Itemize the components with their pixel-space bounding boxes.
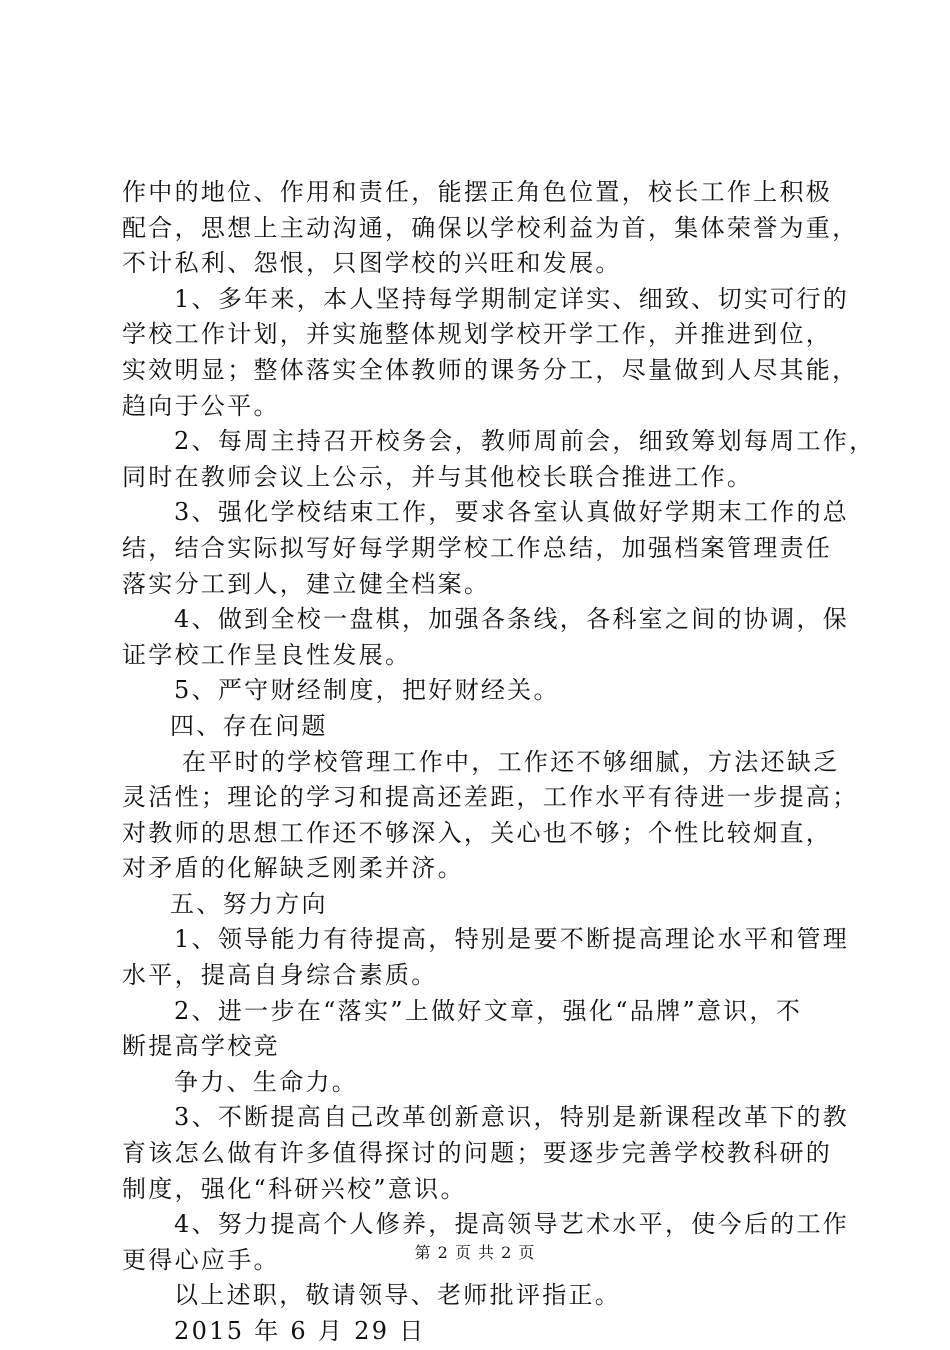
paragraph-line: 1、多年来，本人坚持每学期制定详实、细致、切实可行的 xyxy=(174,284,850,313)
paragraph-line: 证学校工作呈良性发展。 xyxy=(122,640,412,669)
document-body xyxy=(122,175,876,1350)
paragraph-line: 结，结合实际拟写好每学期学校工作总结，加强档案管理责任 xyxy=(122,533,833,562)
closing-line: 以上述职，敬请领导、老师批评指正。 xyxy=(174,1281,622,1310)
paragraph-line: 不计私利、怨恨，只图学校的兴旺和发展。 xyxy=(122,249,622,278)
paragraph-line: 实效明显；整体落实全体教师的课务分工，尽量做到人尽其能， xyxy=(122,355,859,384)
paragraph-line: 对教师的思想工作还不够深入，关心也不够；个性比较炯直， xyxy=(122,818,833,847)
paragraph-line: 4、做到全校一盘棋，加强各条线，各科室之间的协调，保 xyxy=(174,605,850,634)
paragraph-line: 育该怎么做有许多值得探讨的问题；要逐步完善学校教科研的 xyxy=(122,1139,833,1168)
paragraph-line: 5、严守财经制度，把好财经关。 xyxy=(174,676,560,705)
paragraph-line: 断提高学校竞 xyxy=(122,1032,280,1061)
paragraph-line: 落实分工到人，建立健全档案。 xyxy=(122,569,491,598)
paragraph-line: 1、领导能力有待提高，特别是要不断提高理论水平和管理 xyxy=(174,925,850,954)
paragraph-line: 同时在教师会议上公示，并与其他校长联合推进工作。 xyxy=(122,462,754,491)
section-heading: 五、努力方向 xyxy=(170,889,328,918)
paragraph-line: 2、进一步在“落实”上做好文章，强化“品牌”意识，不 xyxy=(174,996,803,1025)
page-footer: 第 2 页 共 2 页 xyxy=(414,1243,536,1262)
paragraph-line: 趋向于公平。 xyxy=(122,391,280,420)
paragraph-line: 制度，强化“科研兴校”意识。 xyxy=(122,1174,467,1203)
paragraph-line: 学校工作计划，并实施整体规划学校开学工作，并推进到位， xyxy=(122,320,833,349)
section-heading: 四、存在问题 xyxy=(170,711,328,740)
paragraph-line: 水平，提高自身综合素质。 xyxy=(122,961,438,990)
paragraph-line: 3、强化学校结束工作，要求各室认真做好学期末工作的总 xyxy=(174,498,850,527)
document-date: 2015 年 6 月 29 日 xyxy=(174,1317,426,1345)
paragraph-line: 争力、生命力。 xyxy=(174,1067,359,1096)
paragraph-line: 3、不断提高自己改革创新意识，特别是新课程改革下的教 xyxy=(174,1103,850,1132)
paragraph-line: 在平时的学校管理工作中，工作还不够细腻，方法还缺乏 xyxy=(182,747,840,776)
paragraph-line: 对矛盾的化解缺乏刚柔并济。 xyxy=(122,854,464,883)
paragraph-line: 配合，思想上主动沟通，确保以学校利益为首，集体荣誉为重， xyxy=(122,213,859,242)
paragraph-line: 作中的地位、作用和责任，能摆正角色位置，校长工作上积极 xyxy=(122,178,833,206)
paragraph-line: 4、努力提高个人修养，提高领导艺术水平，使今后的工作 xyxy=(174,1210,850,1239)
paragraph-line: 灵活性；理论的学习和提高还差距，工作水平有待进一步提高； xyxy=(122,783,859,812)
paragraph-line: 更得心应手。 xyxy=(122,1245,280,1274)
paragraph-line: 2、每周主持召开校务会，教师周前会，细致筹划每周工作， xyxy=(174,427,876,456)
